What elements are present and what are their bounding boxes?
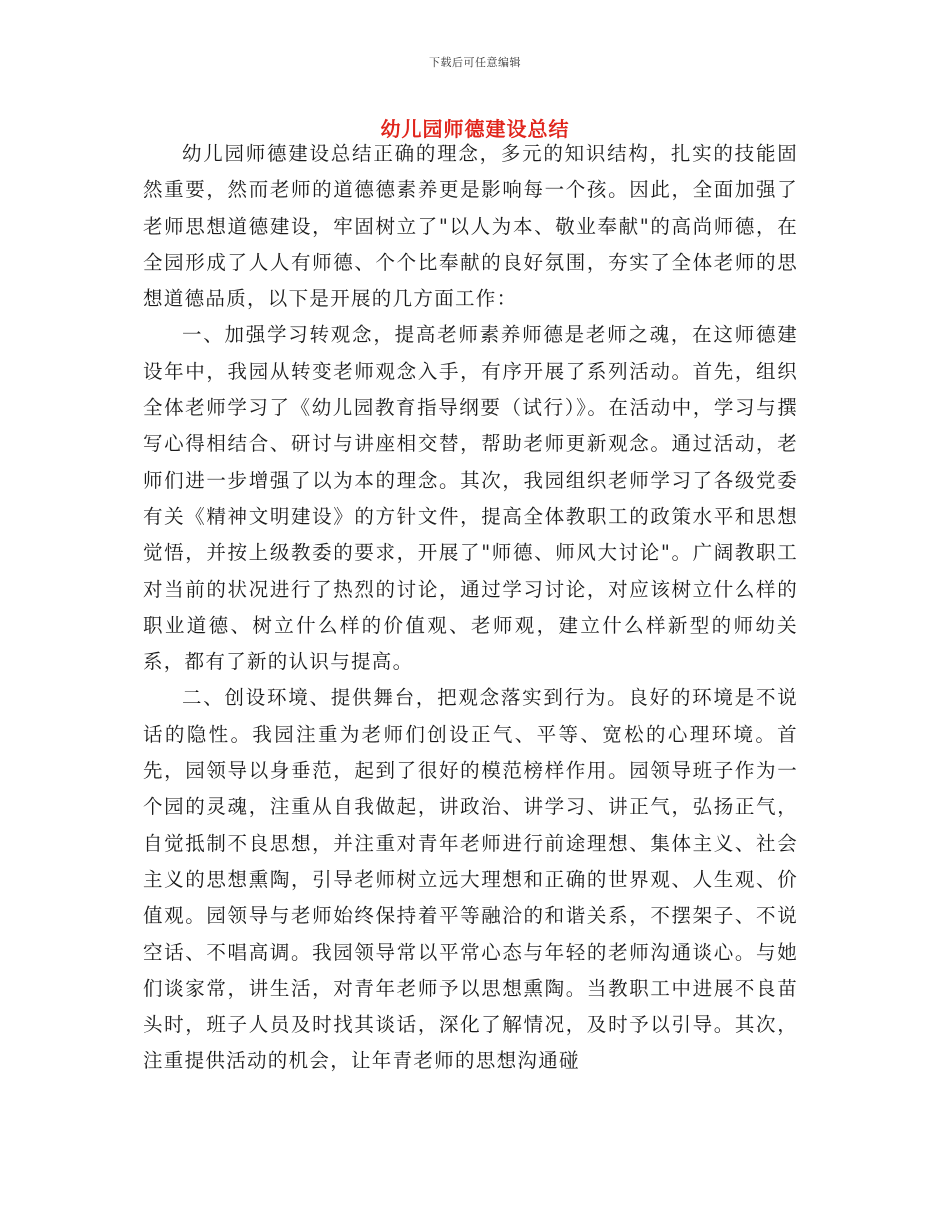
paragraph-intro: 幼儿园师德建设总结正确的理念，多元的知识结构，扎实的技能固然重要，然而老师的道德德素养更是影响每一个孩。因此，全面加强了老师思想道德建设，牢固树立了"以人为本、敬业奉献"的高尚师德，在全园形成了人人有师德、个个比奉献的良好氛围，夯实了全体老师的思想道德品质，以下是开展的几方面工作： <box>143 142 798 311</box>
document-title: 幼儿园师德建设总结 <box>380 117 570 141</box>
header-note: 下载后可任意编辑 <box>429 56 521 69</box>
paragraph-section-2: 二、创设环境、提供舞台，把观念落实到行为。良好的环境是不说话的隐性。我园注重为老师们创设正气、平等、宽松的心理环境。首先，园领导以身垂范，起到了很好的模范榜样作用。园领导班子作为一个园的灵魂，注重从自我做起，讲政治、讲学习、讲正气，弘扬正气，自觉抵制不良思想，并注重对青年老师进行前途理想、集体主义、社会主义的思想熏陶，引导老师树立远大理想和正确的世界观、人生观、价值观。园领导与老师始终保持着平等融洽的和谐关系，不摆架子、不说空话、不唱高调。我园领导常以平常心态与年轻的老师沟通谈心。与她们谈家常，讲生活，对青年老师予以思想熏陶。当教职工中进展不良苗头时，班子人员及时找其谈话，深化了解情况，及时予以引导。其次，注重提供活动的机会，让年青老师的思想沟通碰 <box>143 686 798 1073</box>
document-body <box>143 136 798 1080</box>
paragraph-section-1: 一、加强学习转观念，提高老师素养师德是老师之魂，在这师德建设年中，我园从转变老师观念入手，有序开展了系列活动。首先，组织全体老师学习了《幼儿园教育指导纲要（试行）》。在活动中，学习与撰写心得相结合、研讨与讲座相交替，帮助老师更新观念。通过活动，老师们进一步增强了以为本的理念。其次，我园组织老师学习了各级党委有关《精神文明建设》的方针文件，提高全体教职工的政策水平和思想觉悟，并按上级教委的要求，开展了"师德、师风大讨论"。广阔教职工对当前的状况进行了热烈的讨论，通过学习讨论，对应该树立什么样的职业道德、树立什么样的价值观、老师观，建立什么样新型的师幼关系，都有了新的认识与提高。 <box>143 323 798 674</box>
